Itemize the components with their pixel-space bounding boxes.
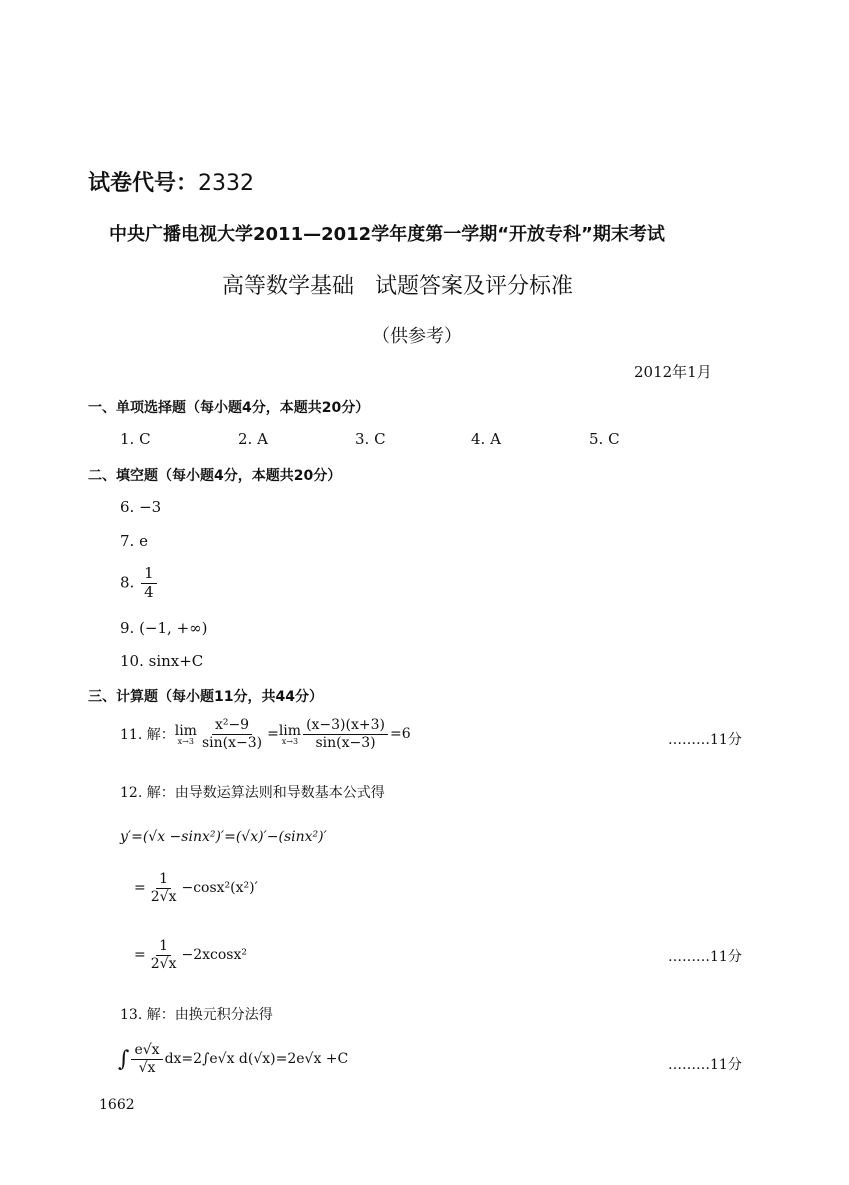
score-12: ………11分 <box>668 949 742 965</box>
exam-code-value: 2332 <box>198 171 255 196</box>
answer-12-line2 <box>134 872 258 904</box>
equals-sign: = <box>134 947 146 964</box>
answer-9: 9. (−1, +∞) <box>120 619 208 637</box>
answer-12-line3-rest: −2xcosx² <box>181 947 247 964</box>
fraction-2-numerator: (x−3)(x+3) <box>303 718 388 735</box>
answer-1: 1. C <box>120 430 151 448</box>
equals-sign: = <box>134 880 146 897</box>
answer-8 <box>120 566 159 601</box>
integral-sign: ∫ <box>118 1046 130 1072</box>
answer-12-line2-rest: −cosx²(x²)′ <box>181 880 258 897</box>
fraction-1 <box>199 718 265 750</box>
answer-12-line3 <box>134 939 247 971</box>
limit-symbol-2: lim <box>278 722 302 739</box>
section3-heading: 三、计算题（每小题11分，共44分） <box>88 689 323 705</box>
answer-11 <box>120 718 411 750</box>
fraction-2-denominator: sin(x−3) <box>315 734 376 751</box>
answer-12-line1: y′=(√x −sinx²)′=(√x)′−(sinx²)′ <box>120 829 327 845</box>
answer-13-line <box>118 1043 348 1075</box>
fraction-numerator: 1 <box>141 566 157 584</box>
section1-heading: 一、单项选择题（每小题4分，本题共20分） <box>88 400 370 416</box>
fraction-numerator: 1 <box>156 872 171 889</box>
answer-3: 3. C <box>355 430 386 448</box>
limit-symbol: lim <box>174 722 197 739</box>
limit-operator <box>175 723 197 746</box>
page-subtitle: （供参考） <box>372 326 462 347</box>
fraction-denominator: √x <box>138 1059 156 1076</box>
fraction-numerator: 1 <box>156 939 171 956</box>
answer-7: 7. e <box>120 532 148 550</box>
limit-operator-2 <box>279 723 301 746</box>
fraction-2 <box>303 718 388 750</box>
section2-heading: 二、填空题（每小题4分，本题共20分） <box>88 468 342 484</box>
university-line: 中央广播电视大学2011—2012学年度第一学期“开放专科”期末考试 <box>109 224 665 245</box>
fraction-1-denominator: sin(x−3) <box>201 734 263 751</box>
fraction-line2 <box>148 872 180 904</box>
fraction-one-quarter <box>141 566 157 601</box>
answer-12-intro: 12. 解：由导数运算法则和导数基本公式得 <box>120 785 385 801</box>
fraction-1-numerator: x²−9 <box>212 718 252 735</box>
answer-11-result: =6 <box>389 726 411 743</box>
limit-subscript: x→3 <box>177 736 194 746</box>
exam-code <box>88 166 254 197</box>
score-11: ………11分 <box>668 732 742 748</box>
answer-13-intro: 13. 解：由换元积分法得 <box>120 1007 273 1023</box>
answer-2: 2. A <box>238 430 268 448</box>
exam-code-label: 试卷代号： <box>88 171 199 196</box>
exam-date: 2012年1月 <box>634 363 712 381</box>
answer-11-label: 11. 解： <box>120 727 175 744</box>
fraction-denominator: 4 <box>144 582 154 601</box>
answer-4: 4. A <box>471 430 501 448</box>
score-13: ………11分 <box>668 1057 742 1073</box>
fraction-integrand <box>131 1043 162 1075</box>
fraction-numerator: e√x <box>131 1043 162 1060</box>
equals-sign: = <box>267 726 279 743</box>
page-title: 高等数学基础 试题答案及评分标准 <box>222 274 573 299</box>
limit-subscript-2: x→3 <box>281 736 299 746</box>
answer-5: 5. C <box>589 430 620 448</box>
answer-10: 10. sinx+C <box>120 652 204 670</box>
page-number: 1662 <box>99 1097 135 1113</box>
fraction-line3 <box>148 939 180 971</box>
fraction-denominator: 2√x <box>150 888 177 905</box>
answer-13-rest: dx=2∫e√x d(√x)=2e√x +C <box>164 1051 349 1068</box>
fraction-denominator: 2√x <box>150 955 177 972</box>
answer-8-label: 8. <box>120 573 135 592</box>
answer-6: 6. −3 <box>120 498 162 516</box>
